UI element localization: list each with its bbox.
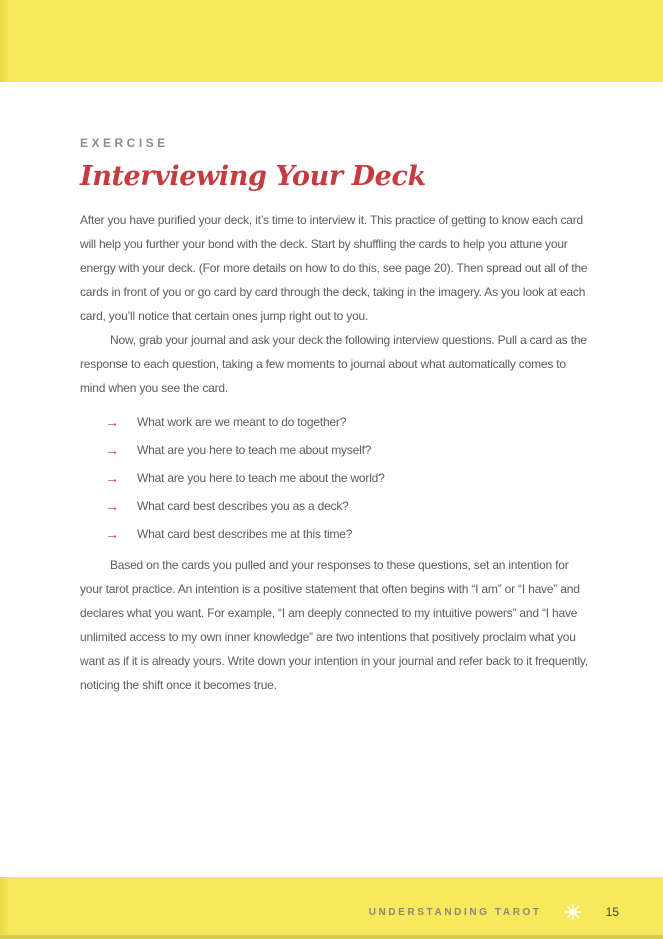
arrow-right-icon: → xyxy=(105,470,119,486)
question-item xyxy=(80,410,588,434)
question-item xyxy=(80,522,588,546)
question-item xyxy=(80,438,588,462)
page-title: Interviewing Your Deck xyxy=(80,161,426,192)
running-header: UNDERSTANDING TAROT xyxy=(368,906,542,918)
body-paragraph: After you have purified your deck, it’s time to interview it. This practice of getting to know each card will help you further your bond with the deck. Start by shuffling the cards to help you attune your energy with your deck. (For more details on how to do this, see page 20). Then spread out all of the cards in front of you or go card by card through the deck, taking in the imagery. As you look at each card, you’ll notice that certain ones jump right out to you. xyxy=(80,213,588,323)
footer-band xyxy=(0,877,663,939)
arrow-right-icon: → xyxy=(105,526,119,542)
exercise-kicker: EXERCISE xyxy=(80,136,169,150)
question-item xyxy=(80,494,588,518)
arrow-right-icon: → xyxy=(105,414,119,430)
question-text: What card best describes me at this time? xyxy=(137,527,353,541)
page-number: 15 xyxy=(605,905,619,919)
question-text: What are you here to teach me about the world? xyxy=(137,471,385,485)
body-paragraph: Now, grab your journal and ask your deck the following interview questions. Pull a card as the response to each question, taking a few moments to journal about what automatically comes to mind when you see the card. xyxy=(80,333,587,395)
body-paragraph: Based on the cards you pulled and your responses to these questions, set an intention for your tarot practice. An intention is a positive statement that often begins with “I am” or “I have” and declares what you want. For example, “I am deeply connected to my intuitive powers” and “I have unlimited access to my own inner knowledge” are two intentions that positively proclaim what you want as if it is already yours. Write down your intention in your journal and refer back to it frequently, noticing the shift once it becomes true. xyxy=(80,558,588,692)
arrow-right-icon: → xyxy=(105,498,119,514)
question-text: What work are we meant to do together? xyxy=(137,415,347,429)
top-color-band xyxy=(0,0,663,82)
page-content xyxy=(80,82,588,697)
question-text: What card best describes you as a deck? xyxy=(137,499,349,513)
interview-questions-list xyxy=(80,410,588,546)
question-text: What are you here to teach me about myself? xyxy=(137,443,372,457)
question-item xyxy=(80,466,588,490)
sun-icon xyxy=(564,903,582,921)
arrow-right-icon: → xyxy=(105,442,119,458)
footer-row xyxy=(0,881,663,939)
